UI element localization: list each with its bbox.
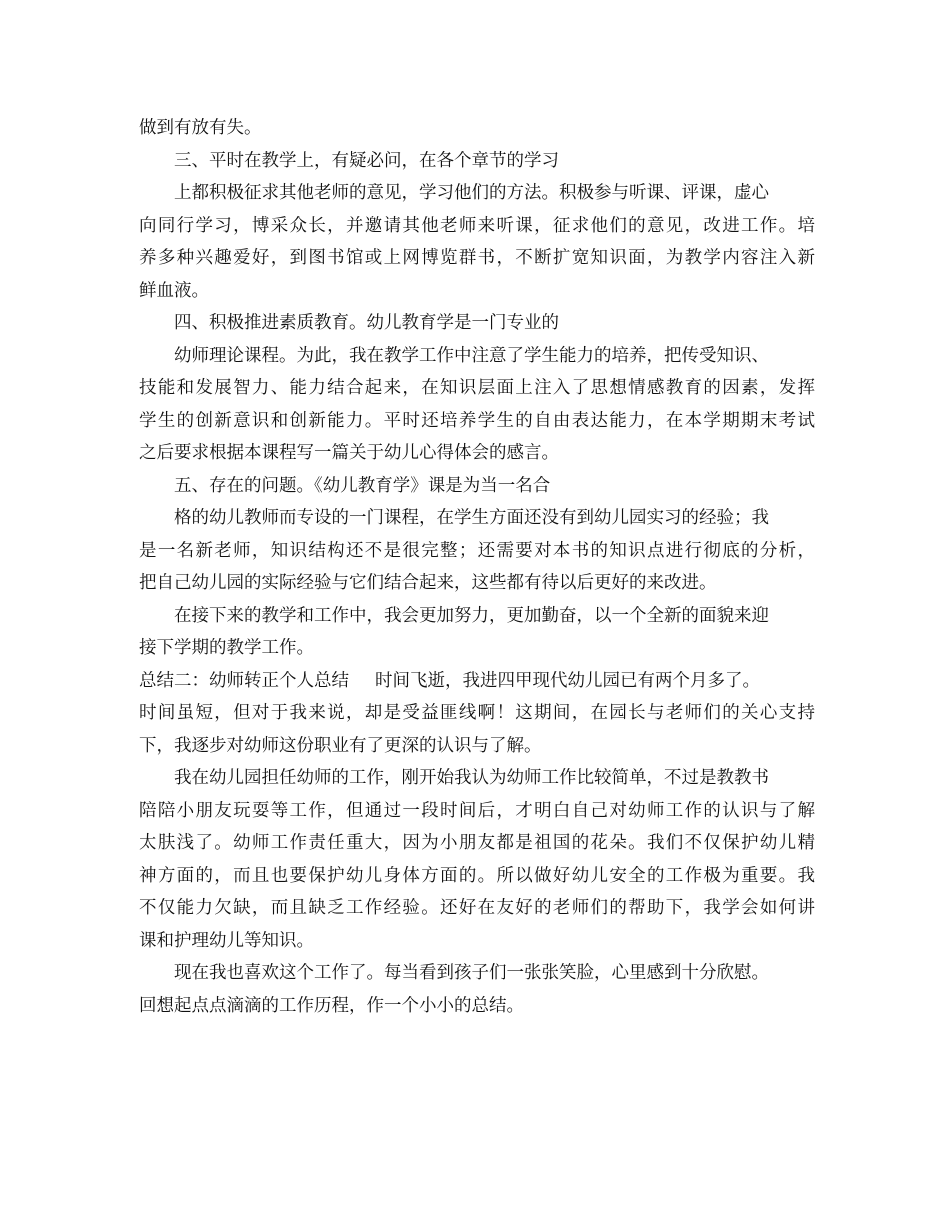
text-line: 我在幼儿园担任幼师的工作，刚开始我认为幼师工作比较简单，不过是教教书	[174, 768, 769, 788]
text-line: 技能和发展智力、能力结合起来，在知识层面上注入了思想情感教育的因素，发挥	[139, 378, 815, 398]
text-line: 格的幼儿教师而专设的一门课程，在学生方面还没有到幼儿园实习的经验；我	[174, 508, 769, 528]
text-line: 学生的创新意识和创新能力。平时还培养学生的自由表达能力，在本学期期末考试	[139, 410, 815, 431]
text-line: 做到有放有失。	[139, 118, 262, 138]
text-line: 养多种兴趣爱好，到图书馆或上网博览群书，不断扩宽知识面，为教学内容注入新	[139, 248, 815, 268]
section-heading: 四、积极推进素质教育。幼儿教育学是一门专业的	[174, 313, 559, 333]
text-line: 是一名新老师，知识结构还不是很完整；还需要对本书的知识点进行彻底的分析，	[139, 540, 815, 561]
text-line: 时间飞逝，我进四甲现代幼儿园已有两个月多了。	[375, 670, 760, 691]
text-line: 在接下来的教学和工作中，我会更加努力，更加勤奋，以一个全新的面貌来迎	[174, 605, 769, 626]
text-line: 陪陪小朋友玩耍等工作，但通过一段时间后，才明白自己对幼师工作的认识与了解	[139, 800, 815, 821]
section-heading: 五、存在的问题。《幼儿教育学》课是为当一名合	[174, 475, 551, 496]
text-line: 不仅能力欠缺，而且缺乏工作经验。还好在友好的老师们的帮助下，我学会如何讲	[139, 898, 815, 918]
text-line: 课和护理幼儿等知识。	[139, 930, 314, 951]
section-heading: 三、平时在教学上，有疑必问，在各个章节的学习	[174, 150, 559, 171]
text-line: 现在我也喜欢这个工作了。每当看到孩子们一张张笑脸，心里感到十分欣慰。	[174, 963, 769, 983]
text-line: 接下学期的教学工作。	[139, 638, 314, 658]
text-line: 下，我逐步对幼师这份职业有了更深的认识与了解。	[139, 735, 542, 756]
text-line: 时间虽短，但对于我来说，却是受益匪线啊！这期间，在园长与老师们的关心支持	[139, 703, 815, 723]
text-line: 鲜血液。	[139, 280, 209, 301]
text-line: 向同行学习，博采众长，并邀请其他老师来听课，征求他们的意见，改进工作。培	[139, 215, 815, 236]
summary-heading-line	[139, 665, 815, 698]
text-line: 回想起点点滴滴的工作历程，作一个小小的总结。	[139, 995, 524, 1016]
text-line: 把自己幼儿园的实际经验与它们结合起来，这些都有待以后更好的来改进。	[139, 573, 717, 593]
text-line: 之后要求根据本课程写一篇关于幼儿心得体会的感言。	[139, 443, 559, 463]
text-line: 神方面的，而且也要保护幼儿身体方面的。所以做好幼儿安全的工作极为重要。我	[139, 865, 815, 886]
text-line: 幼师理论课程。为此，我在教学工作中注意了学生能力的培养，把传受知识、	[174, 345, 769, 366]
text-line: 太肤浅了。幼师工作责任重大，因为小朋友都是祖国的花朵。我们不仅保护幼儿精	[139, 833, 815, 853]
document-page	[139, 112, 815, 1022]
summary-title: 总结二：幼师转正个人总结	[139, 670, 349, 691]
text-line: 上都积极征求其他老师的意见，学习他们的方法。积极参与听课、评课，虚心	[174, 183, 769, 203]
